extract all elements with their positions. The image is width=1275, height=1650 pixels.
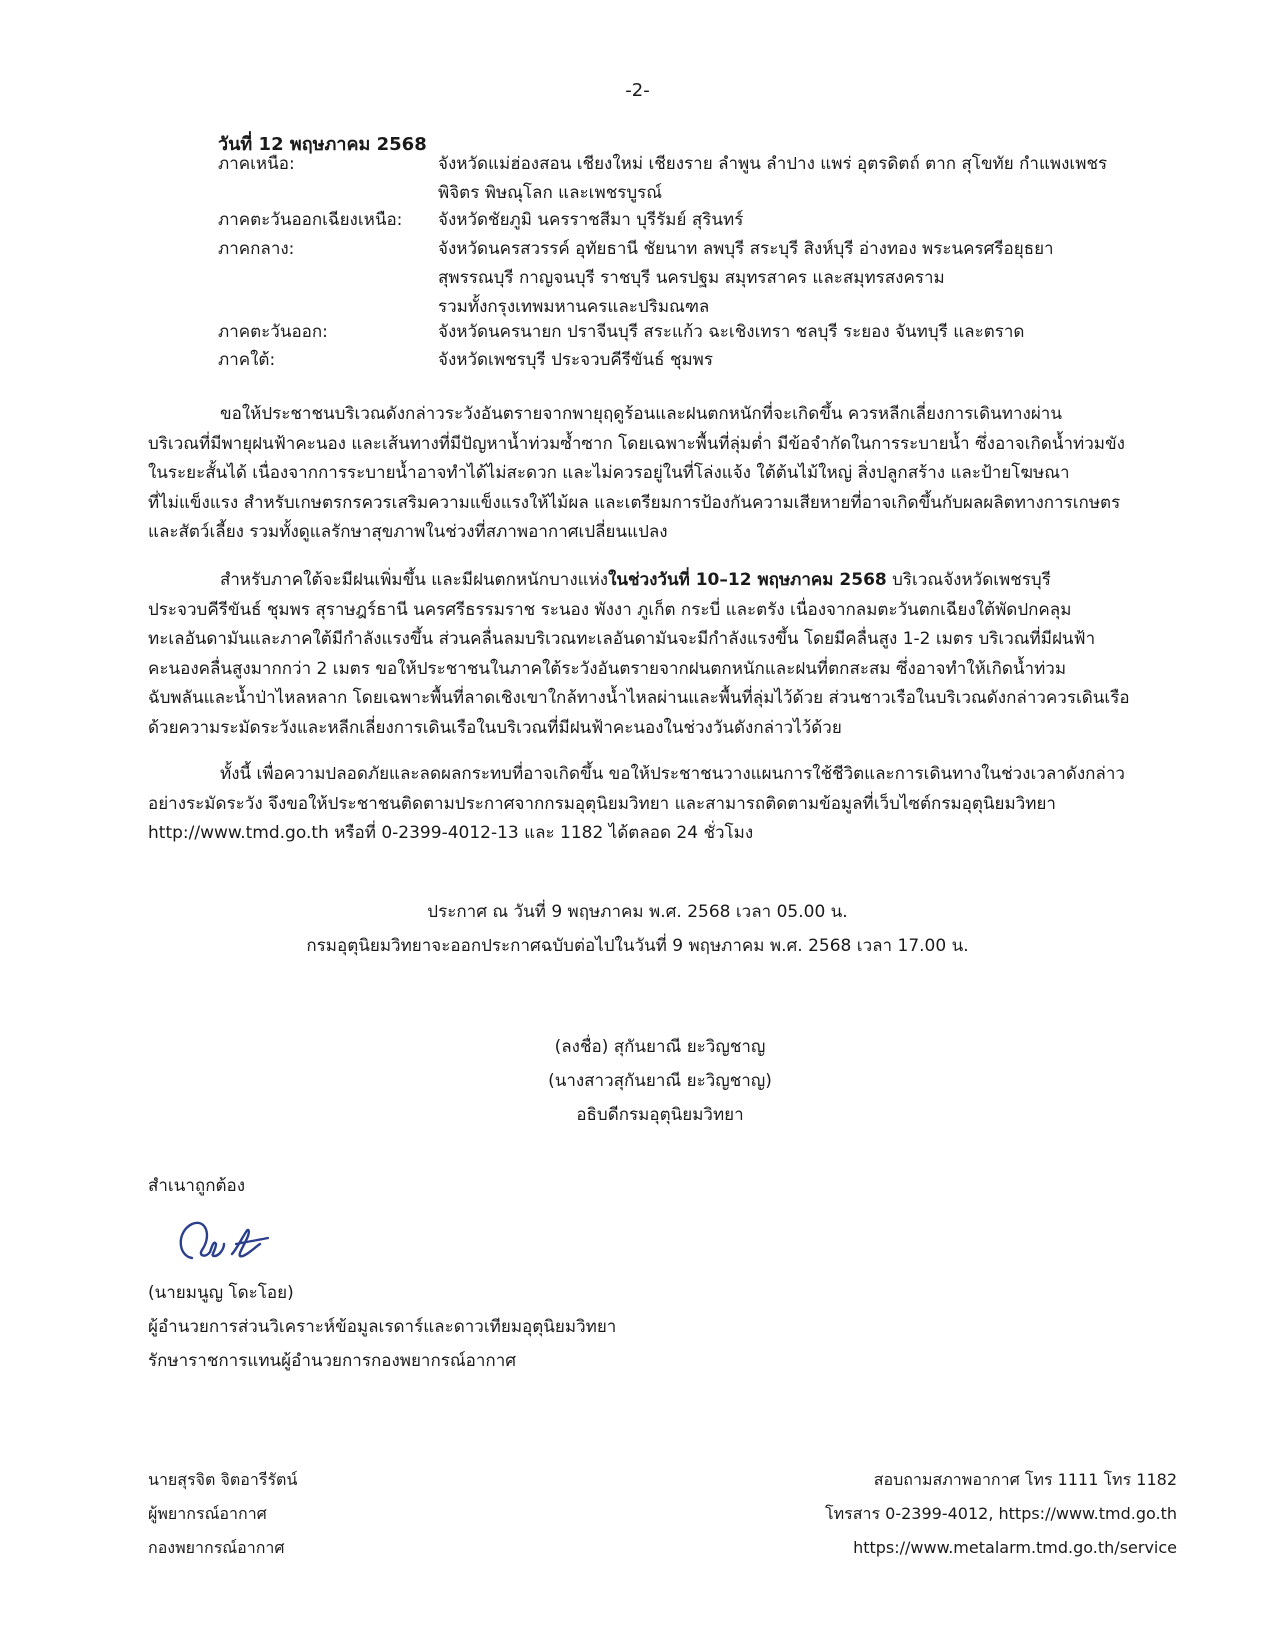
advisory-paragraph [148, 400, 1143, 548]
region-provinces [438, 318, 1138, 347]
province-line: จังหวัดแม่ฮ่องสอน เชียงใหม่ เชียงราย ลำพูน ลำปาง แพร่ อุตรดิตถ์ ตาก สุโขทัย กำแพงเพชร [438, 154, 1108, 174]
signatory-full-name: (นางสาวสุกันยาณี ยะวิญชาญ) [548, 1071, 772, 1091]
region-name: ภาคตะวันออก: [218, 322, 328, 342]
region-provinces [438, 346, 1138, 375]
certifier-acting-position: รักษาราชการแทนผู้อำนวยการกองพยากรณ์อากาศ [148, 1351, 517, 1371]
paragraph-line: อย่างระมัดระวัง จึงขอให้ประชาชนติดตามประกาศจากกรมอุตุนิยมวิทยา และสามารถติดตามข้อมูลที่เว็บไซต์กรมอุตุนิยมวิทยา [148, 793, 1056, 814]
province-line: จังหวัดนครสวรรค์ อุทัยธานี ชัยนาท ลพบุรี สระบุรี สิงห์บุรี อ่างทอง พระนครศรีอยุธยา [438, 239, 1054, 259]
province-line: รวมทั้งกรุงเทพมหานครและปริมณฑล [438, 297, 710, 317]
paragraph-line: ด้วยความระมัดระวังและหลีกเลี่ยงการเดินเรือในบริเวณที่มีฝนฟ้าคะนองในช่วงวันดังกล่าวไว้ด้วย [148, 717, 842, 738]
forecaster-role: ผู้พยากรณ์อากาศ [148, 1504, 267, 1523]
province-line: จังหวัดเพชรบุรี ประจวบคีรีขันธ์ ชุมพร [438, 350, 714, 370]
region-name: ภาคตะวันออกเฉียงเหนือ: [218, 210, 403, 230]
province-line: พิจิตร พิษณุโลก และเพชรบูรณ์ [438, 183, 663, 203]
text-run: บริเวณจังหวัดเพชรบุรี [886, 570, 1051, 590]
paragraph-line: ประจวบคีรีขันธ์ ชุมพร สุราษฎร์ธานี นครศรีธรรมราช ระนอง พังงา ภูเก็ต กระบี่ และตรัง เนื่องจากลมตะวันตกเฉียงใต้พัดปกคลุม [148, 599, 1072, 620]
paragraph-line: ในระยะสั้นได้ เนื่องจากการระบายน้ำอาจทำได้ไม่สะดวก และไม่ควรอยู่ในที่โล่งแจ้ง ใต้ต้นไม้ใหญ่ สิ่งปลูกสร้าง และป้ายโฆษณา [148, 463, 1070, 483]
paragraph-line: ทะเลอันดามันและภาคใต้มีกำลังแรงขึ้น ส่วนคลื่นลมบริเวณทะเลอันดามันจะมีกำลังแรงขึ้น โดยมีคลื่นสูง 1-2 เมตร บริเวณที่มีฝนฟ้า [148, 629, 1096, 649]
region-name: ภาคใต้: [218, 350, 276, 370]
safety-paragraph [148, 760, 1143, 849]
region-name: ภาคกลาง: [218, 239, 295, 259]
region-name: ภาคเหนือ: [218, 154, 295, 174]
forecaster-division: กองพยากรณ์อากาศ [148, 1538, 285, 1557]
contact-fax-web: โทรสาร 0-2399-4012, https://www.tmd.go.th [825, 1504, 1177, 1523]
signatory-signed: (ลงชื่อ) สุกันยาณี ยะวิญชาญ [554, 1037, 766, 1057]
south-region-paragraph [148, 566, 1143, 743]
handwritten-signature [170, 1210, 280, 1270]
certified-copy-label: สำเนาถูกต้อง [148, 1176, 246, 1196]
paragraph-line: http://www.tmd.go.th หรือที่ 0-2399-4012-13 และ 1182 ได้ตลอด 24 ชั่วโมง [148, 823, 754, 843]
region-provinces [438, 206, 1138, 235]
region-provinces [438, 150, 1138, 208]
signatory-block [500, 1030, 820, 1132]
paragraph-line: ฉับพลันและน้ำป่าไหลหลาก โดยเฉพาะพื้นที่ลาดเชิงเขาใกล้ทางน้ำไหลผ่านและพื้นที่ลุ่มไว้ด้วย ส่วนชาวเรือในบริเวณดังกล่าวควรเดินเรือ [148, 688, 1130, 708]
region-provinces [438, 235, 1138, 322]
page-number: -2- [625, 80, 650, 101]
highlight-date-range: ในช่วงวันที่ 10–12 พฤษภาคม 2568 [608, 570, 887, 590]
forecaster-name: นายสุรจิต จิตอารีรัตน์ [148, 1470, 298, 1489]
announcement-next: กรมอุตุนิยมวิทยาจะออกประกาศฉบับต่อไปในวันที่ 9 พฤษภาคม พ.ศ. 2568 เวลา 17.00 น. [306, 936, 969, 956]
certified-copy-details [148, 1276, 616, 1378]
paragraph-line [148, 566, 1143, 596]
province-line: สุพรรณบุรี กาญจนบุรี ราชบุรี นครปฐม สมุทรสาคร และสมุทรสงคราม [438, 268, 945, 288]
contact-phone: สอบถามสภาพอากาศ โทร 1111 โทร 1182 [873, 1470, 1177, 1489]
province-line: จังหวัดชัยภูมิ นครราชสีมา บุรีรัมย์ สุรินทร์ [438, 210, 744, 230]
certifier-position: ผู้อำนวยการส่วนวิเคราะห์ข้อมูลเรดาร์และดาวเทียมอุตุนิยมวิทยา [148, 1317, 617, 1337]
contact-service-url: https://www.metalarm.tmd.go.th/service [853, 1538, 1177, 1557]
date-heading: วันที่ 12 พฤษภาคม 2568 [218, 134, 427, 155]
paragraph-line: บริเวณที่มีพายุฝนฟ้าคะนอง และเส้นทางที่มีปัญหาน้ำท่วมซ้ำซาก โดยเฉพาะพื้นที่ลุ่มต่ำ มีข้อจำกัดในการระบายน้ำ ซึ่งอาจเกิดน้ำท่วมขัง [148, 433, 1125, 454]
signatory-title: อธิบดีกรมอุตุนิยมวิทยา [576, 1105, 744, 1125]
footer-forecaster [148, 1463, 297, 1565]
paragraph-line: คะนองคลื่นสูงมากกว่า 2 เมตร ขอให้ประชาชนในภาคใต้ระวังอันตรายจากฝนตกหนักและฝนที่ตกสะสม ซึ่งอาจทำให้เกิดน้ำท่วม [148, 658, 1067, 679]
footer-contact [825, 1463, 1177, 1565]
paragraph-line: ทั้งนี้ เพื่อความปลอดภัยและลดผลกระทบที่อาจเกิดขึ้น ขอให้ประชาชนวางแผนการใช้ชีวิตและการเดินทางในช่วงเวลาดังกล่าว [220, 764, 1125, 784]
text-run: สำหรับภาคใต้จะมีฝนเพิ่มขึ้น และมีฝนตกหนักบางแห่ง [220, 570, 609, 590]
paragraph-line: และสัตว์เลี้ยง รวมทั้งดูแลรักษาสุขภาพในช่วงที่สภาพอากาศเปลี่ยนแปลง [148, 522, 668, 542]
paragraph-line: ขอให้ประชาชนบริเวณดังกล่าวระวังอันตรายจากพายุฤดูร้อนและฝนตกหนักที่จะเกิดขึ้น ควรหลีกเลี่ยงการเดินทางผ่าน [220, 404, 1062, 424]
certifier-name: (นายมนูญ โดะโอย) [148, 1283, 294, 1303]
announcement-issued: ประกาศ ณ วันที่ 9 พฤษภาคม พ.ศ. 2568 เวลา 05.00 น. [427, 902, 848, 922]
paragraph-line: ที่ไม่แข็งแรง สำหรับเกษตรกรควรเสริมความแข็งแรงให้ไม้ผล และเตรียมการป้องกันความเสียหายที่อาจเกิดขึ้นกับผลผลิตทางการเกษตร [148, 492, 1121, 513]
province-line: จังหวัดนครนายก ปราจีนบุรี สระแก้ว ฉะเชิงเทรา ชลบุรี ระยอง จันทบุรี และตราด [438, 322, 1025, 342]
